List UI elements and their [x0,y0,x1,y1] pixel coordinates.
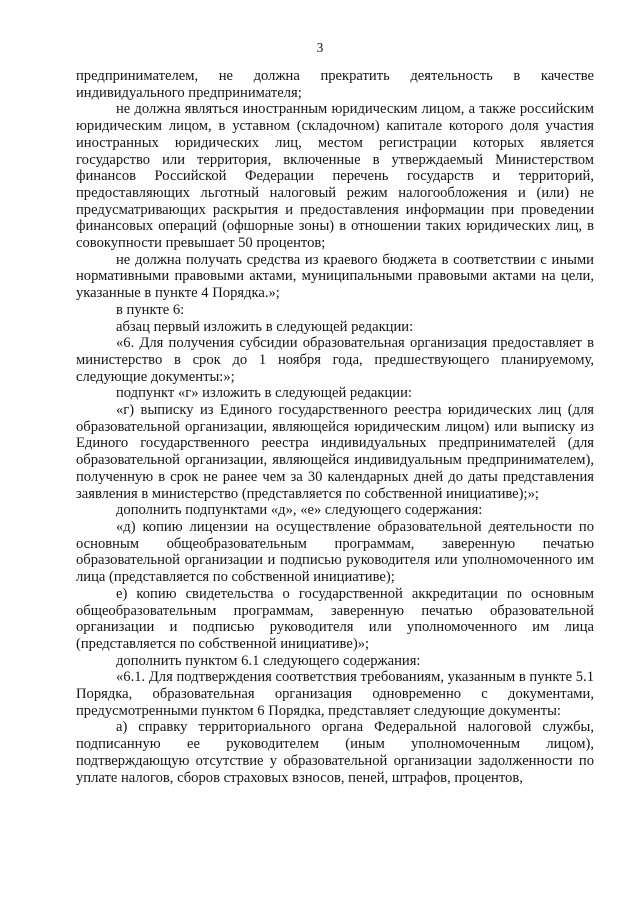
paragraph: дополнить подпунктами «д», «е» следующего содержания: [116,502,483,519]
paragraph: «6. Для получения субсидии образовательная организация предоставляет в министерство в срок до 1 ноября года, предшествующего планируемому, следующие документы:»; [76,335,594,385]
paragraph: дополнить пунктом 6.1 следующего содержания: [116,652,421,669]
paragraph: подпункт «г» изложить в следующей редакции: [116,385,412,402]
paragraph: «6.1. Для подтверждения соответствия требованиям, указанным в пункте 5.1 Порядка, образовательная организация одновременно с документами, предусмотренными пунктом 6 Порядка, представляет следующие документы: [76,669,594,719]
paragraph: в пункте 6: [116,301,185,318]
paragraph: е) копию свидетельства о государственной аккредитации по основным общеобразовательным программам, заверенную печатью образовательной организации и подписью руководителя или уполномоченного им лица (представляется по собственной инициативе)»; [76,585,594,652]
paragraph: не должна являться иностранным юридическим лицом, а также российским юридическим лицом, в уставном (складочном) капитале которого доля участия иностранных юридических лиц, местом регистрации которых является государство или территория, включенные в утверждаемый Министерством финансов Российской Федерации перечень государств и территорий, предоставляющих льготный налоговый режим налогообложения и (или) не предусматривающих раскрытия и предоставления информации при проведении финансовых операций (офшорные зоны) в отношении таких юридических лиц, в совокупности превышает 50 процентов; [76,101,594,252]
paragraph: «д) копию лицензии на осуществление образовательной деятельности по основным общеобразовательным программам, заверенную печатью образовательной организации и подписью руководителя или уполномоченного им лица (представляется по собственной инициативе); [76,518,594,586]
paragraph: абзац первый изложить в следующей редакции: [116,318,414,335]
paragraph: предпринимателем, не должна прекратить деятельность в качестве индивидуального предпринимателя; [76,68,594,101]
page-number: 3 [316,40,324,55]
paragraph: а) справку территориального органа Федеральной налоговой службы, подписанную ее руководителем (иным уполномоченным лицом), подтверждающую отсутствие у образовательной организации задолженности по уплате налогов, сборов страховых взносов, пеней, штрафов, процентов, [76,719,594,786]
document-body [76,68,594,786]
paragraph: «г) выписку из Единого государственного реестра юридических лиц (для образовательной организации, являющейся юридическим лицом) или выписку из Единого государственного реестра индивидуальных предпринимателей (для образовательной организации, являющейся индивидуальным предпринимателем), полученную в срок не ранее чем за 30 календарных дней до даты представления заявления в министерство (представляется по собственной инициативе);»; [76,402,594,502]
paragraph: не должна получать средства из краевого бюджета в соответствии с иными нормативными правовыми актами, муниципальными правовыми актами на цели, указанные в пункте 4 Порядка.»; [76,251,594,302]
